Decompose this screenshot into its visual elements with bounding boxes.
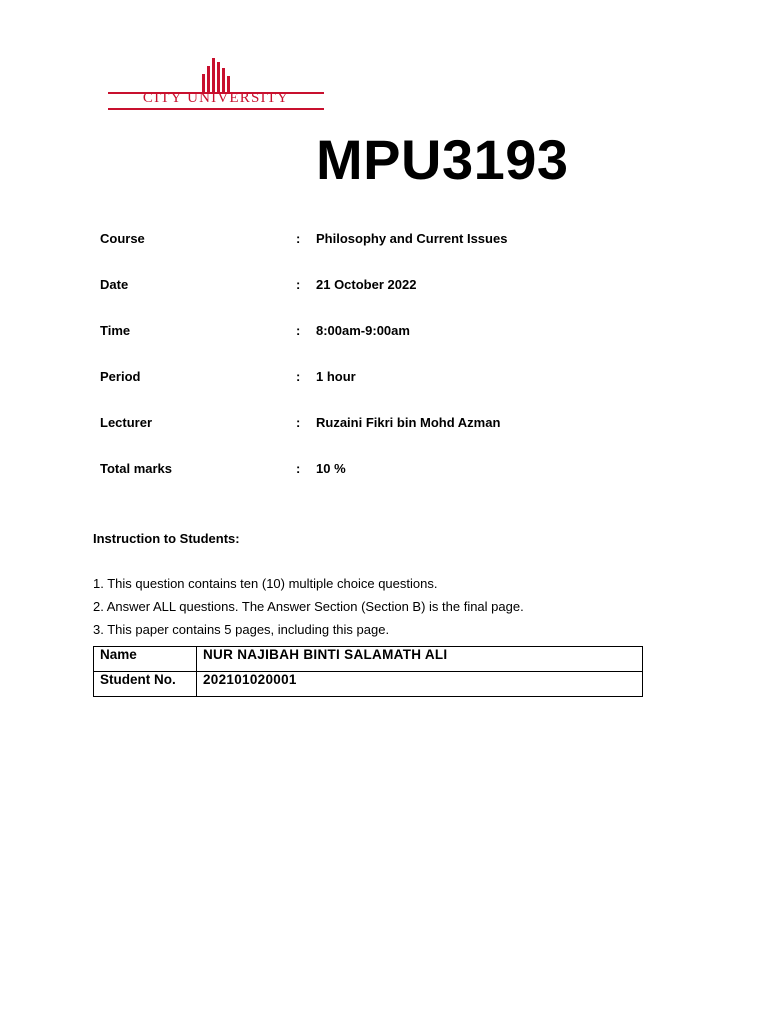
detail-colon: : — [296, 277, 301, 292]
exam-details — [100, 231, 660, 507]
course-code-title: MPU3193 — [316, 128, 569, 191]
detail-row-total-marks — [100, 461, 660, 507]
detail-colon: : — [296, 231, 301, 246]
table-row — [94, 672, 643, 697]
detail-colon: : — [296, 461, 301, 476]
detail-label: Time — [100, 323, 131, 338]
detail-value: Philosophy and Current Issues — [316, 231, 508, 246]
detail-row-period — [100, 369, 660, 415]
detail-value: 10 % — [316, 461, 346, 476]
student-no-label: Student No. — [94, 672, 197, 697]
detail-value: 1 hour — [316, 369, 356, 384]
table-row — [94, 647, 643, 672]
detail-row-course — [100, 231, 660, 277]
name-value: NUR NAJIBAH BINTI SALAMATH ALI — [197, 647, 643, 672]
detail-colon: : — [296, 323, 301, 338]
student-info-table — [93, 646, 643, 697]
detail-row-date — [100, 277, 660, 323]
detail-label: Lecturer — [100, 415, 153, 430]
detail-label: Date — [100, 277, 129, 292]
instructions-heading: Instruction to Students: — [93, 531, 240, 546]
detail-value: Ruzaini Fikri bin Mohd Azman — [316, 415, 501, 430]
student-no-value: 202101020001 — [197, 672, 643, 697]
detail-value: 8:00am-9:00am — [316, 323, 410, 338]
university-logo — [108, 58, 324, 110]
detail-label: Total marks — [100, 461, 173, 476]
detail-label: Course — [100, 231, 145, 246]
detail-row-lecturer — [100, 415, 660, 461]
instruction-item: 1. This question contains ten (10) multiple choice questions. — [93, 576, 438, 591]
instructions-list — [93, 576, 524, 645]
logo-text: CITY UNIVERSITY — [142, 90, 290, 106]
detail-label: Period — [100, 369, 141, 384]
detail-colon: : — [296, 415, 301, 430]
detail-value: 21 October 2022 — [316, 277, 417, 292]
name-label: Name — [94, 647, 197, 672]
instruction-item: 2. Answer ALL questions. The Answer Section (Section B) is the final page. — [93, 599, 524, 614]
instruction-item: 3. This paper contains 5 pages, including this page. — [93, 622, 390, 637]
detail-colon: : — [296, 369, 301, 384]
detail-row-time — [100, 323, 660, 369]
